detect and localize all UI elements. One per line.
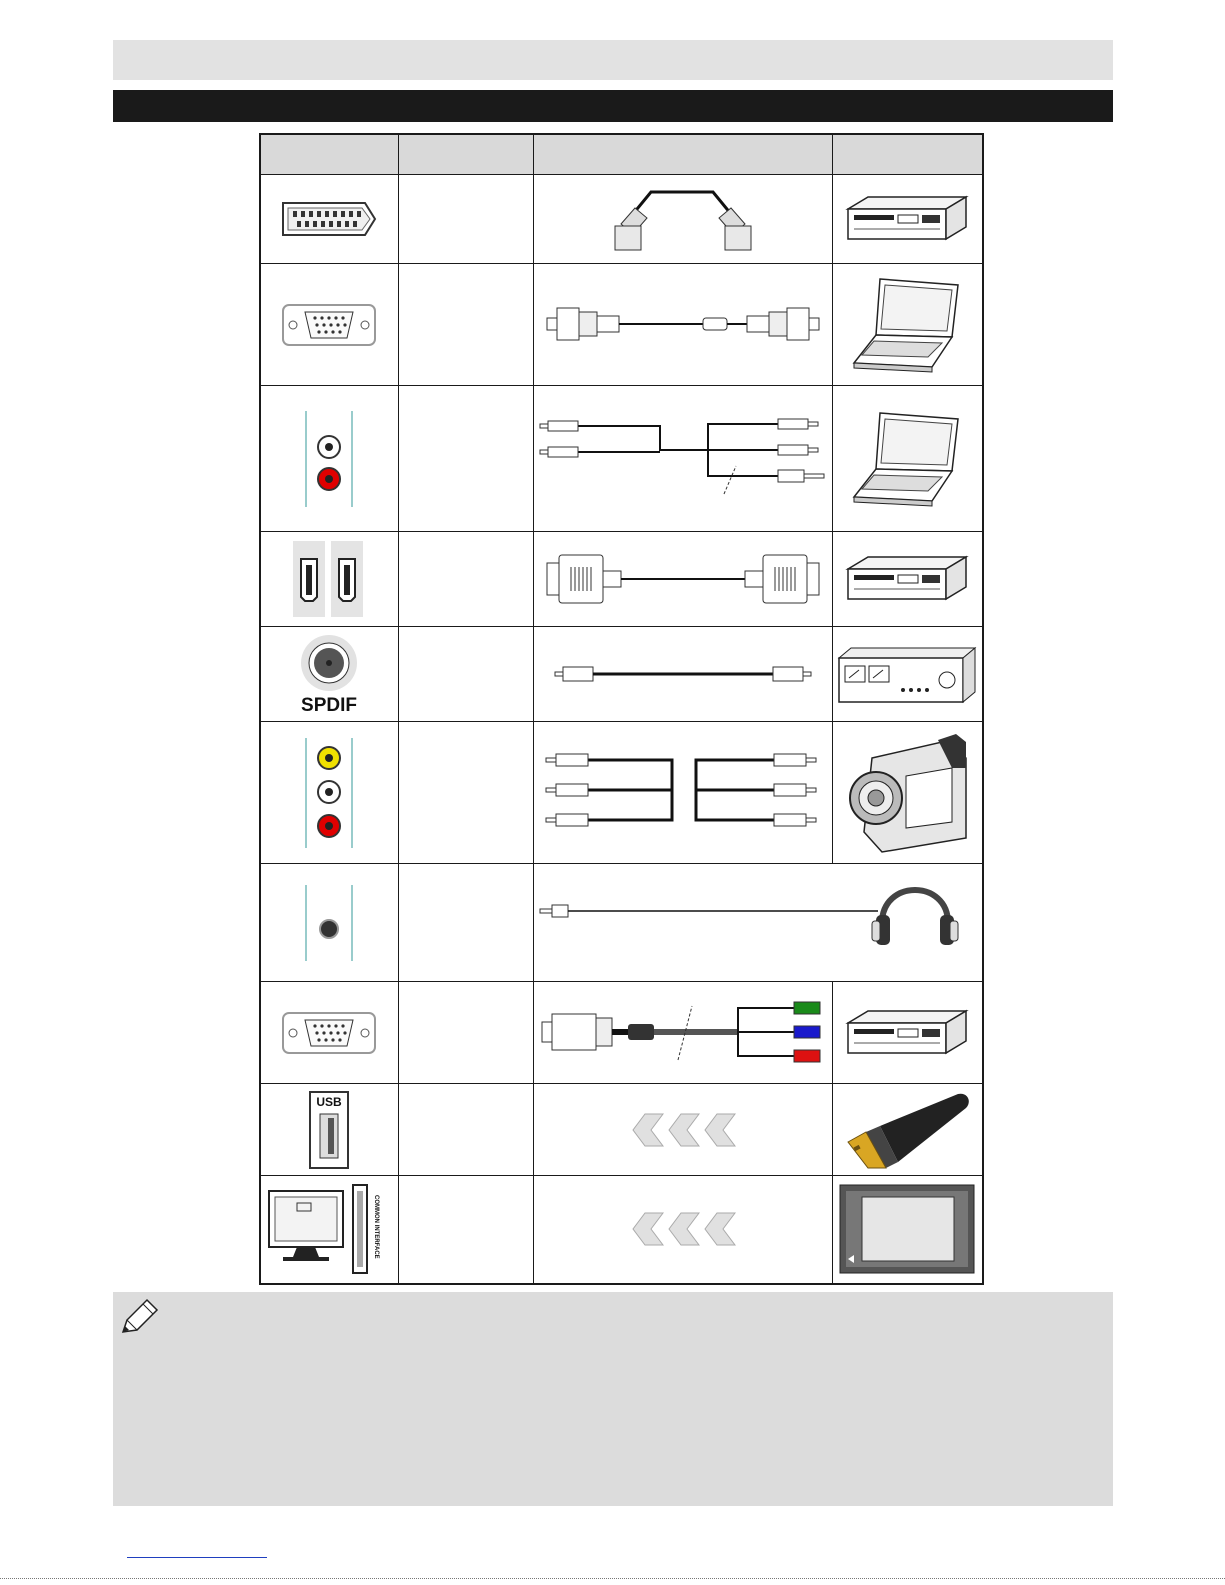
dvd-recorder-icon (832, 532, 983, 627)
scart-port-icon (260, 175, 398, 264)
vga-cable-icon (533, 264, 832, 386)
table-row (260, 864, 983, 982)
vga-label (398, 264, 533, 386)
table-row (260, 264, 983, 386)
av-label (398, 722, 533, 864)
insert-arrows-icon (533, 1176, 832, 1284)
connections-table (259, 133, 984, 1285)
vga-port-icon (260, 264, 398, 386)
top-header-bar (113, 40, 1113, 80)
dvd-recorder-icon (832, 982, 983, 1084)
header-cables (533, 134, 832, 175)
common-interface-text: COMMON INTERFACE (373, 1195, 380, 1259)
table-row (260, 175, 983, 264)
pencil-note-icon (119, 1296, 161, 1341)
laptop-icon (832, 386, 983, 532)
usb-text: USB (316, 1094, 342, 1109)
camcorder-icon (832, 722, 983, 864)
ci-label (398, 1176, 533, 1284)
pc-audio-label (398, 386, 533, 532)
audio-cable-icon (533, 386, 832, 532)
table-row (260, 1176, 983, 1284)
footer-link[interactable] (127, 1557, 267, 1558)
coaxial-cable-icon (533, 627, 832, 722)
header-type (398, 134, 533, 175)
section-title-bar (113, 90, 1113, 122)
usb-stick-icon (832, 1084, 983, 1176)
headphone-label (398, 864, 533, 982)
header-connector (260, 134, 398, 175)
headphones-icon (872, 890, 958, 945)
headphone-port-icon (260, 864, 398, 982)
table-row (260, 1084, 983, 1176)
table-row (260, 627, 983, 722)
scart-cable-icon (533, 175, 832, 264)
table-row (260, 532, 983, 627)
ci-slot-icon (260, 1176, 398, 1284)
av-ports-icon (260, 722, 398, 864)
headphone-cable-icon (533, 864, 983, 982)
note-box (113, 1292, 1113, 1506)
table-row (260, 982, 983, 1084)
header-device (832, 134, 983, 175)
usb-label (398, 1084, 533, 1176)
insert-arrows-icon (533, 1084, 832, 1176)
ypbpr-cable-icon (533, 982, 832, 1084)
spdif-port-icon (260, 627, 398, 722)
table-header-row (260, 134, 983, 175)
table-row (260, 386, 983, 532)
hdmi-ports-icon (260, 532, 398, 627)
ypbpr-label (398, 982, 533, 1084)
usb-port-icon (260, 1084, 398, 1176)
spdif-text: SPDIF (301, 695, 358, 715)
audio-in-port-icon (260, 386, 398, 532)
scart-label (398, 175, 533, 264)
dvd-recorder-icon (832, 175, 983, 264)
vga-port-icon (260, 982, 398, 1084)
table-row (260, 722, 983, 864)
hdmi-label (398, 532, 533, 627)
page-divider (0, 1578, 1225, 1579)
av-cable-icon (533, 722, 832, 864)
spdif-label (398, 627, 533, 722)
hdmi-cable-icon (533, 532, 832, 627)
amplifier-icon (832, 627, 983, 722)
cam-module-icon (832, 1176, 983, 1284)
laptop-icon (832, 264, 983, 386)
